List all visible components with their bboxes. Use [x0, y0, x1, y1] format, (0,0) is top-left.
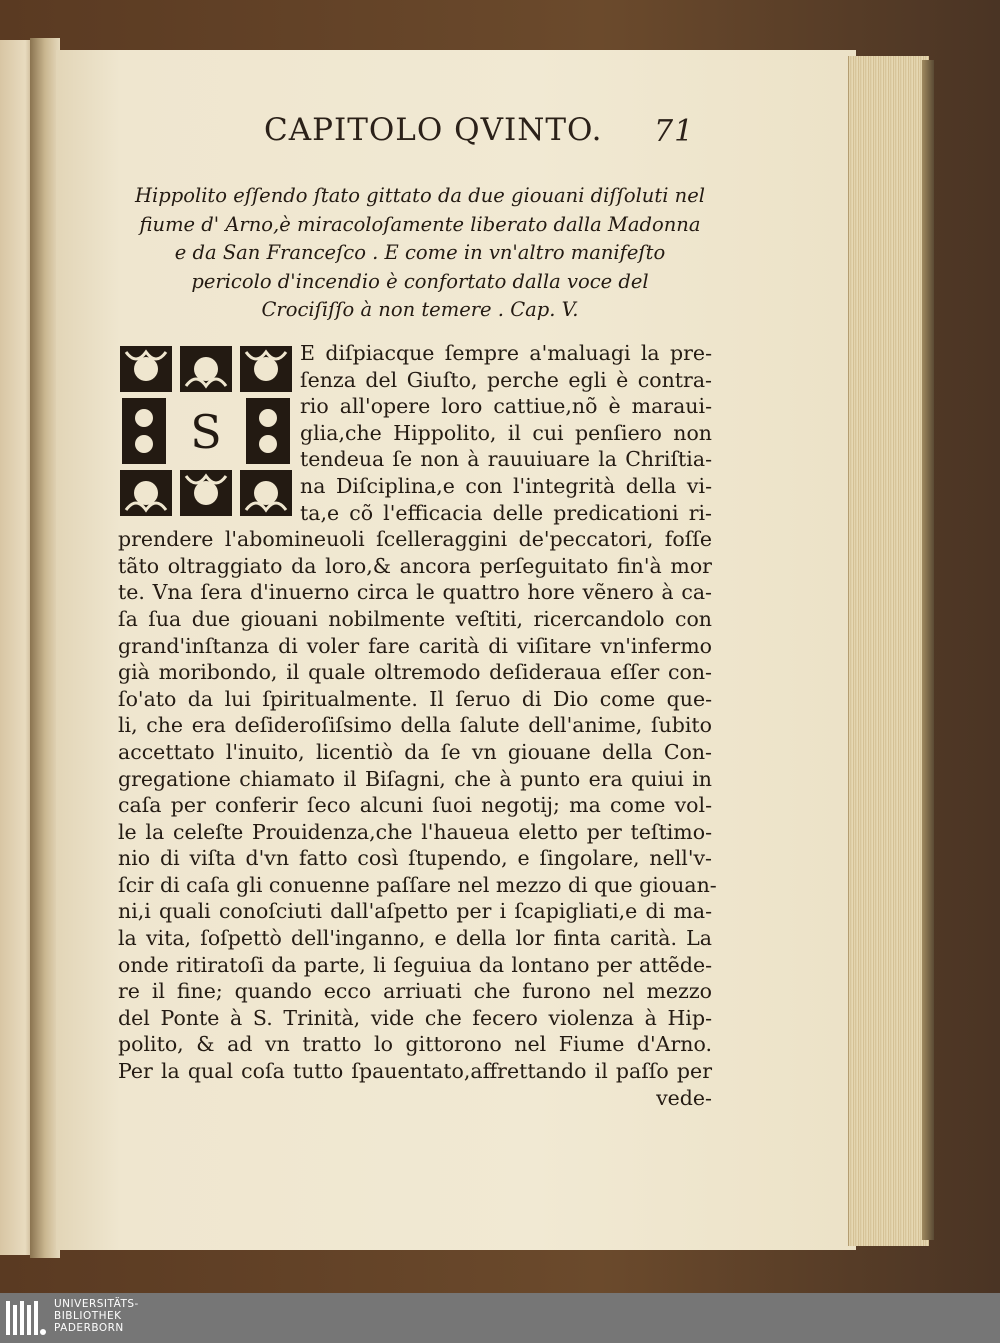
summary-line: Hippolito eſſendo ſtato gittato da due giouani diſſoluti nel [135, 184, 705, 207]
text-line: ta,e cõ l'efficacia delle predicationi ri- [300, 500, 712, 525]
chapter-summary [120, 182, 720, 325]
text-line: del Ponte à S. Trinità, vide che fecero violenza à Hip- [118, 1005, 712, 1030]
text-line: na Diſciplina,e con l'integrità della vi- [300, 473, 712, 498]
body-text [118, 340, 717, 1111]
text-line: accettato l'inuito, licentiò da ſe vn giouane della Con- [118, 739, 712, 764]
text-line: caſa per conferir ſeco alcuni ſuoi negotij; ma come vol- [118, 793, 712, 818]
summary-line: Crociſiſſo à non temere . Cap. V. [261, 298, 579, 321]
running-title: CAPITOLO QVINTO. [264, 112, 603, 148]
text-line: nio di viſta d'vn fatto così ſtupendo, e ſingolare, nell'v- [118, 846, 712, 871]
text-line: Per la qual coſa tutto ſpauentato,affrettando il paſſo per [118, 1059, 712, 1084]
text-line: glia,che Hippolito, il cui penſiero non [300, 420, 712, 445]
text-line: onde ritiratoſi da parte, li ſeguiua da lontano per attẽde- [118, 952, 712, 977]
library-name-line: PADERBORN [54, 1322, 124, 1334]
text-line: ſa ſua due giouani nobilmente veſtiti, ricercandolo con [118, 606, 712, 631]
text-line: E diſpiacque ſempre a'maluagi la pre- [300, 341, 712, 365]
text-line: ni,i quali conoſciuti dall'aſpetto per i ſcapigliati,e di ma- [118, 899, 712, 924]
text-line: le la celeſte Prouidenza,che l'haueua eletto per teſtimo- [118, 819, 712, 844]
summary-line: fiume d' Arno,è miracoloſamente liberato dalla Madonna [139, 212, 701, 236]
running-header [264, 112, 694, 156]
text-line: tãto oltraggiato da loro,& ancora perſeguitato fin'à mor [118, 553, 712, 578]
library-name-line: BIBLIOTHEK [54, 1310, 122, 1322]
summary-line: e da San Franceſco . E come in vn'altro manifeſto [174, 241, 666, 264]
text-line: ſo'ato da lui ſpiritualmente. Il ſeruo di Dio come que- [118, 686, 712, 711]
cover-edge [922, 60, 934, 1240]
page-edges [848, 56, 929, 1246]
text-line: rio all'opere loro cattiue,nõ è maraui- [300, 394, 712, 419]
summary-line: pericolo d'incendio è confortato dalla voce del [191, 269, 649, 293]
text-line: li, che era deſideroſiſsimo della ſalute dell'anime, ſubito [118, 713, 712, 738]
library-name [54, 1298, 139, 1334]
text-line: te. Vna ſera d'inuerno circa le quattro hore vẽnero à ca- [118, 580, 712, 605]
catchword: vede- [656, 1085, 712, 1110]
text-line: già moribondo, il quale oltremodo deſideraua eſſer con- [118, 660, 712, 685]
text-line: la vita, ſoſpettò dell'inganno, e della lor finta carità. La [118, 926, 712, 951]
text-line: polito, & ad vn tratto lo gittorono nel Fiume d'Arno. [118, 1032, 712, 1057]
library-footer [0, 1293, 1000, 1343]
text-line: re il fine; quando ecco arriuati che furono nel mezzo [118, 979, 712, 1004]
text-line: tendeua ſe non à rauuiuare la Chriſtia- [300, 447, 712, 472]
text-line: gregatione chiamato il Biſagni, che à punto era quiui in [118, 766, 712, 791]
text-line: grand'inſtanza di voler fare carità di viſitare vn'infermo [118, 633, 712, 658]
library-name-line: UNIVERSITÄTS- [54, 1298, 139, 1310]
library-logo-icon [6, 1299, 46, 1337]
text-line: prendere l'abomineuoli ſcelleraggini de'peccatori, foſſe [118, 527, 712, 552]
text-line: ſcir di caſa gli conuenne paſſare nel mezzo di que giouan- [118, 872, 717, 897]
text-line: ſenza del Giuſto, perche egli è contra- [300, 367, 712, 392]
initial-letter: S [190, 405, 222, 459]
page-number: 71 [654, 114, 695, 149]
